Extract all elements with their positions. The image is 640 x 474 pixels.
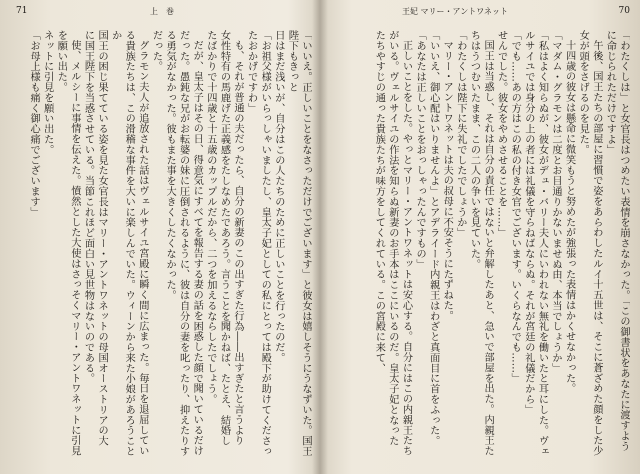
paragraph: 「お母上様も痛く御心痛でございます」 xyxy=(28,30,40,218)
right-page xyxy=(322,0,640,474)
paragraph: に国王陛下を当惑させている。当節これほど面白い見世物はないのである。 xyxy=(82,30,94,384)
paragraph: せんでした。彼女をやめさせることを……」 xyxy=(495,30,507,238)
paragraph: 「わたくしは陛下に失礼でしたでしょうか」 xyxy=(454,30,466,238)
right-page-number: 70 xyxy=(618,6,630,16)
paragraph: たばかりで十四歳と十五歳のカップルだから、二つを加えるならしたでしょう。 xyxy=(204,30,216,405)
paragraph: マリー・アントワネットは夫の叔母に不安そうにたずねた。 xyxy=(441,40,453,321)
paragraph: 「お祖父様がいらっしゃいましたし、皇太子妃としての私にとっては殿下が助けてくださっ xyxy=(259,30,271,457)
left-running-header: 上 巻 xyxy=(150,7,174,16)
paragraph: 午後、国王たちの部屋に習慣で姿をあらわしたルイ十五世は、そこに蒼ざめた顔をした少女が頭をさげるのを見た。 xyxy=(577,30,602,457)
paragraph: る勇気がなかった。彼もまた事を大きくしたくなかった。 xyxy=(164,30,176,301)
right-page-body xyxy=(326,30,630,460)
paragraph: 「わたくしは」と女官長はつめたい表情を崩さなかった。「この御書状をあなたに渡すように命じられただけですよ」 xyxy=(604,30,629,452)
paragraph: だが、皇太子はその日、得意気にすべてを報告する妻の話を困惑した顔で聞いているだけだった。愚鈍な兄がお転婆の妹に圧倒されるように、彼は自分の妻を叱ったり、抑えたりす xyxy=(177,30,203,457)
paragraph: 国王は当惑し、それは自分の責任ではないと弁解したあと、急いで部屋を出た。内親王たちはうつむいたまま、この二人の争いを見ていた。 xyxy=(468,30,494,457)
paragraph: ネットに引見を願い出た。 xyxy=(41,30,53,155)
paragraph: 「でも……あの方はこの私の付き女官でございます。いくらなんでも……」 xyxy=(509,30,521,384)
paragraph: 「私はよく知らぬが、彼女がデュ・バリー夫人にいわれない無礼を働いたと耳にした。ヴェルサイユでは身分の上の者には礼儀を守らねばならぬ。それが宮廷の礼儀だから」 xyxy=(522,30,548,457)
paragraph: 日はまだ浅いが、自分はこの人たちのために正しいことを行ったのだ。 xyxy=(272,30,284,363)
paragraph: グラモン夫人が追放された話はヴェルサイユ宮殿に瞬く間に広まった。毎日を退屈している貴族たちは、この滑稽な事件を大いに楽しんでいた。ウィーンから来た小娘があろうことか xyxy=(109,30,148,457)
paragraph: 「いいえ。正しいことをなさっただけでございます」と彼女は嬉しそうにうなずいた。国王陛下もきっと xyxy=(286,30,311,457)
paragraph: 女性特有の馬鹿げた正義感をたしなめたであろう。言うことを聞かねば、たとえ、結婚し xyxy=(218,30,230,446)
paragraph: 「マダム・グラモンは二度とお目通りかないませぬ由、本当でしょうか」 xyxy=(550,30,562,374)
left-page-body xyxy=(12,30,312,460)
paragraph: たちやすじの通った貴族たちが味方をしてくれている。この宮殿に来て、 xyxy=(373,30,385,374)
right-running-header: 王妃 マリー・アントワネット xyxy=(402,7,508,16)
paragraph: 「いいえ、御心配はいりませんよ」とアデライード内親王はわざと真面目に首をふった。「あなたは正しいことをおっしゃったんですもの」 xyxy=(414,30,439,446)
paragraph: たおかげですわ」 xyxy=(245,30,257,114)
left-page xyxy=(0,0,318,474)
paragraph: も、それが普通の夫だったら、自分の新妻のこの出すぎた行為――出すぎたと言うより xyxy=(232,40,244,446)
paragraph: 国王の困じ果てている姿を見た女官長はマリー・アントワネットの母国オーストリアの大 xyxy=(96,30,108,446)
left-page-number: 71 xyxy=(16,6,28,16)
paragraph: 正しいことをした。やっとマリー・アントワネットは安心する。自分にはこの内親王たちがいる。ヴェルサイユの作法を知らぬ新妻のお手本はここにいるのだ。皇太子妃となった xyxy=(386,30,412,457)
paragraph: 十四歳の彼女は懸命に微笑もうと努めたが強張った表情はかくせなかった。 xyxy=(563,40,575,394)
paragraph: 使、メルシーに事情を伝えた。憤然とした大使はさっそくマリー・アントワネットに引見を願い出た。 xyxy=(55,30,80,457)
paragraph: だった。 xyxy=(150,30,162,72)
